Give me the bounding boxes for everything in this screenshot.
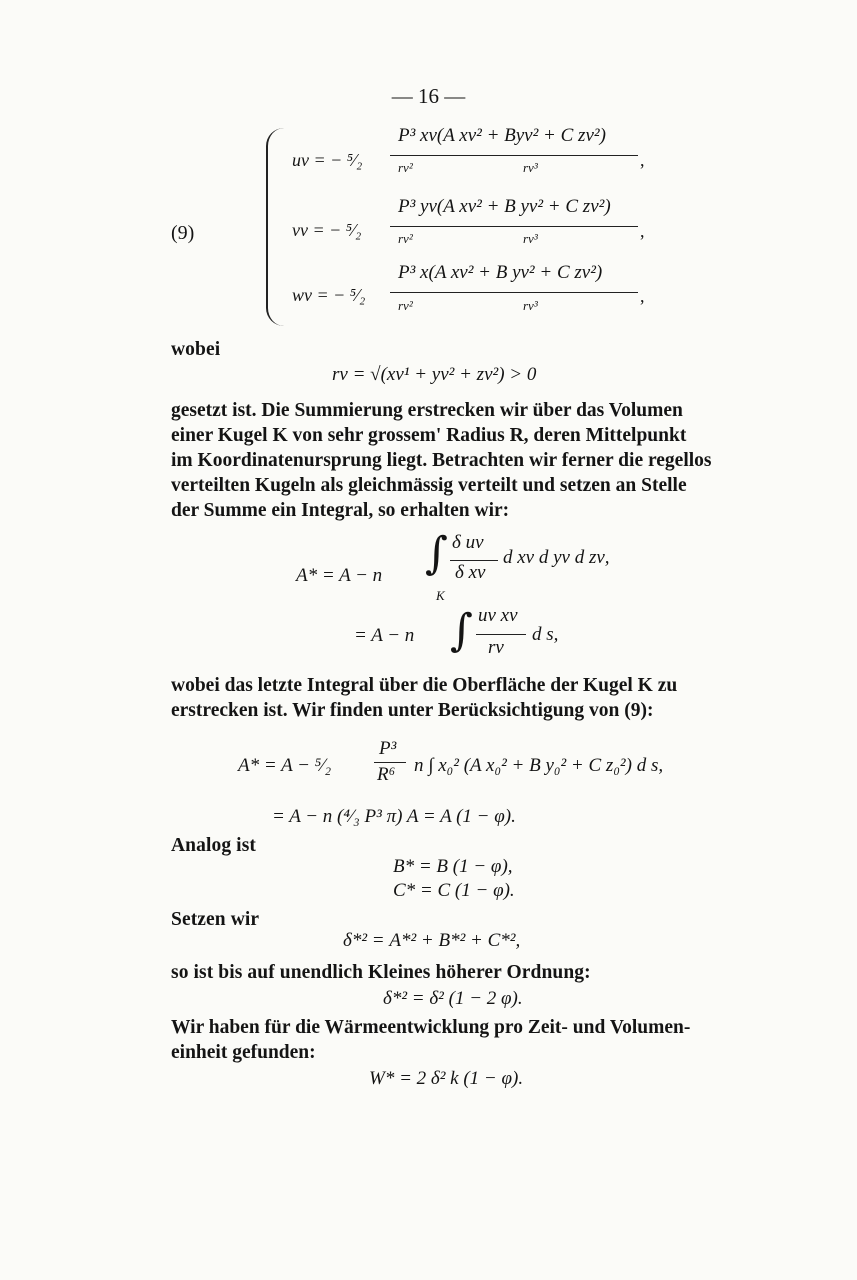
integral-sign-1: ∫ (425, 528, 448, 579)
paragraph-4 (171, 1015, 767, 1065)
delta-equation-2: δ*² = δ² (1 − 2 φ). (383, 988, 523, 1009)
v-lhs: vν = − ⁵⁄₂ (292, 220, 362, 240)
paragraph-1-line-1: gesetzt ist. Die Summierung erstrecken wir über das Volumen (171, 400, 683, 421)
page-number: — 16 — (391, 84, 466, 108)
u-denominator-1: rν² (398, 160, 413, 175)
paragraph-2-line-1: wobei das letzte Integral über die Oberfläche der Kugel K zu (171, 675, 678, 696)
u-numerator: P³ xν(A xν² + Byν² + C zν²) (398, 125, 606, 146)
v-fraction-line (390, 226, 638, 227)
astar-eq2-fraction-line (476, 634, 526, 635)
bstar-equation: B* = B (1 − φ), (393, 856, 513, 877)
astar-eq1-denominator: δ xν (455, 562, 486, 583)
astar-eq2-numerator: uν xν (478, 605, 518, 626)
setzen-text: Setzen wir (171, 909, 260, 930)
paragraph-3: so ist bis auf unendlich Kleines höherer Ordnung: (171, 962, 591, 983)
astar-eq4: = A − n (⁴⁄₃ P³ π) A = A (1 − φ). (272, 806, 516, 827)
w-lhs: wν = − ⁵⁄₂ (292, 285, 366, 305)
u-comma: , (640, 150, 645, 170)
paragraph-1 (171, 398, 767, 523)
paragraph-1-line-3: im Koordinatenursprung liegt. Betrachten wir ferner die regellos (171, 450, 712, 471)
u-lhs: uν = − ⁵⁄₂ (292, 150, 363, 170)
delta-equation: δ*² = A*² + B*² + C*², (343, 930, 521, 951)
paragraph-2 (171, 673, 767, 723)
astar-eq1-domain: K (436, 588, 445, 603)
integral-sign-2: ∫ (450, 605, 473, 656)
astar-eq3-fraction-line (374, 762, 406, 763)
astar-eq3-rest: n ∫ x₀² (A x₀² + B y₀² + C z₀²) d s, (414, 755, 664, 776)
u-fraction-line (390, 155, 638, 156)
paragraph-4-line-2: einheit gefunden: (171, 1042, 316, 1063)
word-wobei: wobei (171, 339, 221, 360)
w-numerator: P³ x(A xν² + B yν² + C zν²) (398, 262, 603, 283)
astar-eq3-lhs: A* = A − ⁵⁄₂ (238, 755, 332, 776)
astar-eq2-denominator: rν (488, 637, 504, 658)
u-denominator-2: rν³ (523, 160, 538, 175)
astar-eq1-rest: d xν d yν d zν, (503, 547, 610, 568)
v-comma: , (640, 221, 645, 241)
cstar-equation: C* = C (1 − φ). (393, 880, 515, 901)
v-denominator-1: rν² (398, 231, 413, 246)
equation-label: (9) (171, 222, 195, 244)
w-star-equation: W* = 2 δ² k (1 − φ). (369, 1068, 524, 1089)
paragraph-1-line-4: verteilten Kugeln als gleichmässig verteilt und setzen an Stelle (171, 475, 687, 496)
astar-eq2-lhs: = A − n (354, 625, 415, 646)
astar-eq3-numerator: P³ (379, 738, 397, 759)
w-comma: , (640, 286, 645, 306)
paragraph-1-line-5: der Summe ein Integral, so erhalten wir: (171, 500, 510, 521)
v-denominator-2: rν³ (523, 231, 538, 246)
w-denominator-2: rν³ (523, 298, 538, 313)
astar-eq1-lhs: A* = A − n (296, 565, 383, 586)
analog-text: Analog ist (171, 835, 256, 856)
astar-eq2-rest: d s, (532, 624, 559, 645)
paragraph-2-line-2: erstrecken ist. Wir finden unter Berücksichtigung von (9): (171, 700, 654, 721)
r-definition: rν = √(xν¹ + yν² + zν²) > 0 (332, 364, 537, 385)
astar-eq1-fraction-line (450, 560, 498, 561)
paragraph-1-line-2: einer Kugel K von sehr grossem' Radius R, deren Mittelpunkt (171, 425, 687, 446)
v-numerator: P³ yν(A xν² + B yν² + C zν²) (398, 196, 611, 217)
w-fraction-line (390, 292, 638, 293)
left-brace (266, 128, 284, 326)
astar-eq3-denominator: R⁶ (377, 764, 396, 785)
w-denominator-1: rν² (398, 298, 413, 313)
astar-eq1-numerator: δ uν (452, 532, 484, 553)
paragraph-4-line-1: Wir haben für die Wärmeentwicklung pro Zeit- und Volumen- (171, 1017, 691, 1038)
